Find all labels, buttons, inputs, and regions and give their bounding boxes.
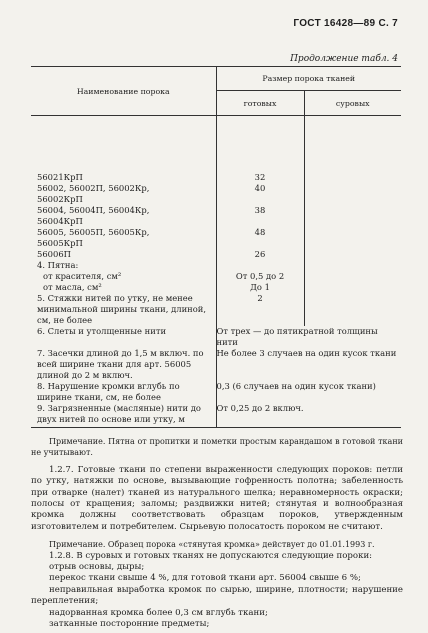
table-row xyxy=(31,381,401,403)
row-name: 56006П xyxy=(31,249,216,260)
defects-table xyxy=(31,66,401,428)
row-raw-value xyxy=(304,227,401,238)
table-row xyxy=(31,260,401,271)
list-item: перекос ткани свыше 4 %, для готовой ткани арт. 56004 свыше 6 %; xyxy=(49,573,361,584)
row-name: 56004КрП xyxy=(31,216,216,227)
row-name: 4. Пятна: xyxy=(31,260,216,271)
page-header: ГОСТ 16428—89 С. 7 xyxy=(293,18,398,29)
row-name: 56002КрП xyxy=(31,194,216,205)
row-name: 56005КрП xyxy=(31,238,216,249)
note-tight-edge: Примечание. Образец порока «стянутая кромка» действует до 01.01.1993 г. xyxy=(49,540,375,550)
column-header-defect-size: Размер порока тканей xyxy=(216,67,401,91)
row-finished-value: До 1 xyxy=(216,282,304,293)
row-name: 5. Стяжки нитей по утку, не менее минимальной ширины ткани, длиной, см, не более xyxy=(31,293,216,326)
table-row xyxy=(31,326,401,348)
row-finished-value: 32 xyxy=(216,172,304,183)
paragraph-1-2-8: 1.2.8. В суровых и готовых тканях не допускаются следующие пороки: xyxy=(49,550,373,561)
row-name: от масла, см² xyxy=(31,282,216,293)
column-header-raw: суровых xyxy=(304,91,401,116)
column-header-defect-name: Наименование порока xyxy=(31,67,216,116)
table-row xyxy=(31,249,401,260)
table-row xyxy=(31,293,401,326)
row-name: 7. Засечки длиной до 1,5 м включ. по всей ширине ткани для арт. 56005 длиной до 2 м включ. xyxy=(31,348,216,381)
row-finished-value: 38 xyxy=(216,205,304,216)
row-shared-value: От трех — до пятикратной толщины нити xyxy=(216,326,378,347)
table-row xyxy=(31,271,401,282)
list-item: надорванная кромка более 0,3 см вглубь ткани; xyxy=(49,607,268,618)
table-row xyxy=(31,194,401,205)
row-name: 56021КрП xyxy=(31,172,216,183)
table-row xyxy=(31,227,401,238)
table-row xyxy=(31,172,401,183)
row-finished-value: 26 xyxy=(216,249,304,260)
row-finished-value xyxy=(216,216,304,227)
row-shared-value: 0,3 (6 случаев на один кусок ткани) xyxy=(216,381,376,391)
row-name: 8. Нарушение кромки вглубь по ширине ткани, см, не более xyxy=(31,381,216,403)
list-item: отрыв основы, дыры; xyxy=(49,562,145,573)
row-name: 56004, 56004П, 56004Кр, xyxy=(31,205,216,216)
row-name: от красителя, см² xyxy=(31,271,216,282)
table-row xyxy=(31,282,401,293)
row-shared-value: От 0,25 до 2 включ. xyxy=(216,403,401,428)
row-raw-value xyxy=(304,205,401,216)
row-raw-value xyxy=(304,260,401,271)
row-name: 9. Загрязненные (масляные) нити до двух нитей по основе или утку, м xyxy=(31,403,216,428)
row-raw-value xyxy=(304,249,401,260)
row-raw-value xyxy=(304,194,401,205)
table-continuation-label: Продолжение табл. 4 xyxy=(290,54,398,64)
table-row xyxy=(31,348,401,381)
row-raw-value xyxy=(304,238,401,249)
row-raw-value xyxy=(304,282,401,293)
list-item: затканные посторонние предметы; xyxy=(49,619,210,630)
row-raw-value xyxy=(304,183,401,194)
table-row xyxy=(31,216,401,227)
row-finished-value: 48 xyxy=(216,227,304,238)
row-finished-value xyxy=(216,260,304,271)
column-header-finished: готовых xyxy=(216,91,304,116)
row-finished-value: От 0,5 до 2 xyxy=(216,271,304,282)
row-name: 6. Слеты и утолщенные нити xyxy=(31,326,216,348)
row-raw-value xyxy=(304,293,401,326)
row-raw-value xyxy=(304,172,401,183)
list-item: неправильная выработка кромок по сырью, ширине, плотности; нарушение переплетения; xyxy=(31,584,403,607)
table-row-spacer xyxy=(31,116,401,173)
row-finished-value: 2 xyxy=(216,293,304,326)
row-shared-value: Не более 3 случаев на один кусок ткани xyxy=(216,348,397,358)
table-row xyxy=(31,183,401,194)
row-finished-value xyxy=(216,194,304,205)
table-row xyxy=(31,238,401,249)
paragraph-1-2-7: 1.2.7. Готовые ткани по степени выраженности следующих пороков: петли по утку, натяжки по основе, вызывающие гофренность полотна; забеленность при отварке (налет) тканей из натурального шелка; неравномерность окраски; полосы от кращения; заломы; раздвижки нитей; стянутая и волнообразная кромка должны соответствовать образцам пороков, утвержденным изготовителем и потребителем. Сырьевую полосатость пороком не считают. xyxy=(31,464,403,532)
row-name: 56002, 56002П, 56002Кр, xyxy=(31,183,216,194)
row-name: 56005, 56005П, 56005Кр, xyxy=(31,227,216,238)
row-raw-value xyxy=(304,271,401,282)
row-finished-value: 40 xyxy=(216,183,304,194)
table-row xyxy=(31,403,401,428)
note-stains: Примечание. Пятна от пропитки и пометки простым карандашом в готовой ткани не учитывают. xyxy=(31,437,403,458)
row-raw-value xyxy=(304,216,401,227)
row-finished-value xyxy=(216,238,304,249)
table-row xyxy=(31,205,401,216)
body-text xyxy=(31,436,403,631)
